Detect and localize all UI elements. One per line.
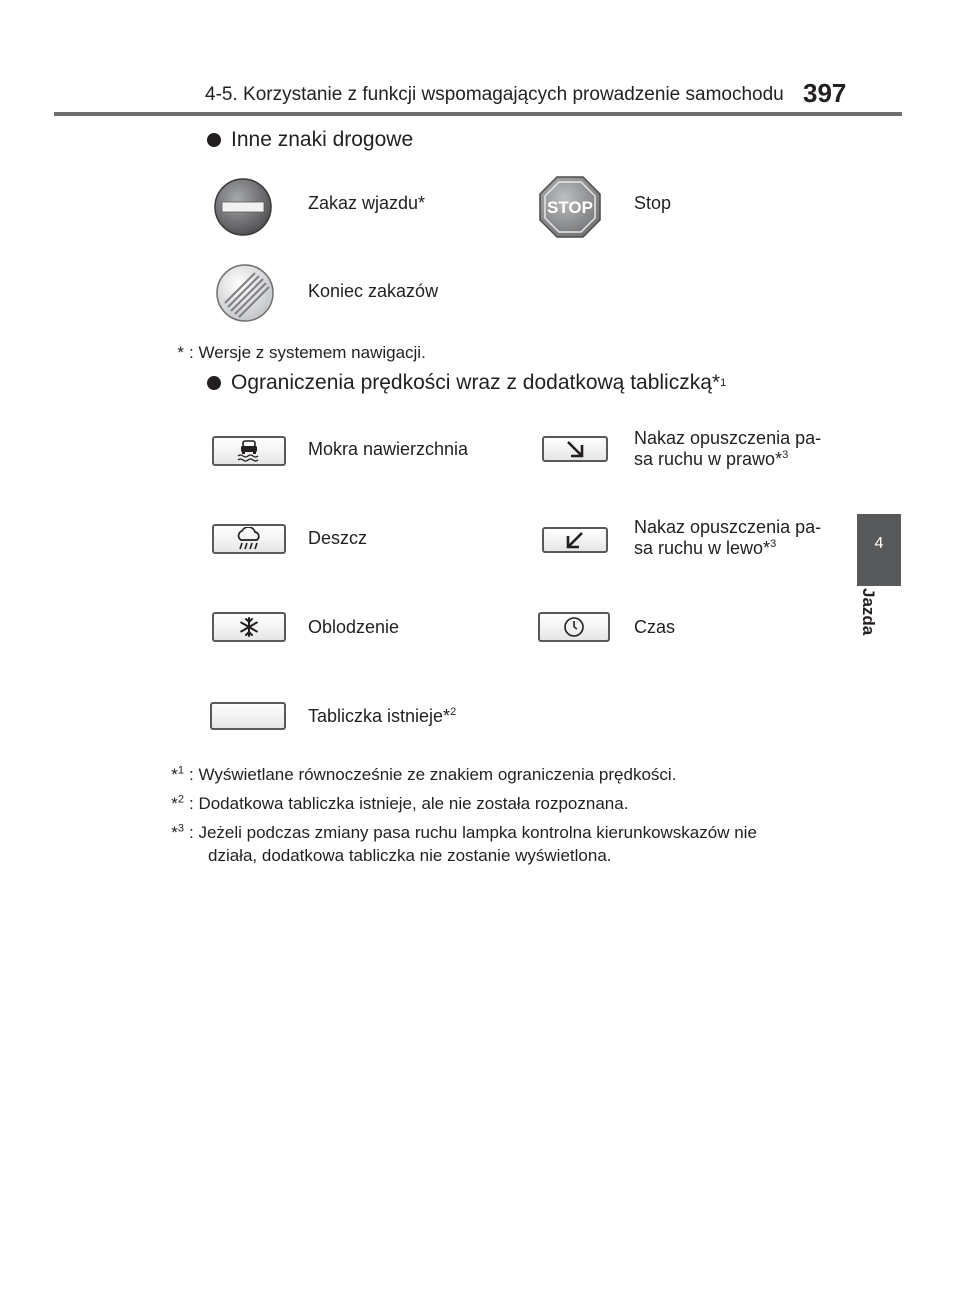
item-label: Stop: [634, 193, 672, 213]
item-label: [634, 517, 821, 559]
item-label-line1: Nakaz opuszczenia pa-: [634, 517, 822, 537]
item-label: Oblodzenie: [308, 617, 400, 637]
item-label-line1: Nakaz opuszczenia pa-: [634, 428, 822, 448]
end-of-restrictions-sign-icon: [215, 263, 275, 323]
section1-heading: [207, 128, 413, 152]
snowflake-icon: [238, 616, 260, 638]
chapter-tab: 4: [857, 514, 901, 586]
item-label: Zakaz wjazdu*: [308, 193, 426, 213]
rain-cloud-icon: [233, 527, 265, 551]
footnote-text: Wyświetlane równocześnie ze znakiem ograniczenia prędkości.: [198, 765, 677, 784]
item-label-line2: sa ruchu w lewo*$^3$: [634, 538, 777, 558]
snowflake-plate-icon: [212, 612, 286, 642]
arrow-down-left-plate-icon: [542, 527, 608, 553]
section1-title: Inne znaki drogowe: [231, 128, 414, 151]
header-rule: [54, 112, 902, 116]
header-title: 4-5. Korzystanie z funkcji wspomagających prowadzenie samochodu: [205, 84, 784, 105]
chapter-label: [848, 588, 908, 648]
footnote-3: *$^3$ : Jeżeli podczas zmiany pasa ruchu lampka kontrolna kierunkowskazów nie działa, dodatkowa tabliczka nie zostanie wyświetlona.: [157, 821, 757, 867]
item-label: [634, 428, 821, 470]
footnote-text: Dodatkowa tabliczka istnieje, ale nie została rozpoznana.: [198, 794, 629, 813]
rain-plate-icon: [212, 524, 286, 554]
item-label: Czas: [634, 617, 676, 637]
section2-title: Ograniczenia prędkości wraz z dodatkową tabliczką: [231, 371, 712, 394]
item-label: Koniec zakazów: [308, 281, 439, 301]
clock-icon: [563, 616, 585, 638]
blank-plate-icon: [210, 702, 286, 730]
footnote-1: *$^1$ : Wyświetlane równocześnie ze znakiem ograniczenia prędkości.: [157, 763, 676, 786]
chapter-label-text: Jazda: [859, 588, 878, 636]
arrow-down-right-icon: [564, 439, 586, 459]
item-label: Deszcz: [308, 528, 368, 548]
footnote-mark: *$^3$: [171, 822, 184, 842]
arrow-down-right-plate-icon: [542, 436, 608, 462]
footnote-mark: *: [177, 343, 184, 362]
footnote-mark: *$^1$: [171, 764, 184, 784]
item-label: Tabliczka istnieje*$^2$: [308, 706, 457, 726]
stop-sign-text: STOP: [547, 198, 593, 217]
item-label: Mokra nawierzchnia: [308, 439, 469, 459]
item-label-line2: sa ruchu w prawo*$^3$: [634, 449, 789, 469]
bullet-icon: [207, 133, 221, 147]
footnote-text: Jeżeli podczas zmiany pasa ruchu lampka kontrolna kierunkowskazów nie: [198, 823, 757, 842]
bullet-icon: [207, 376, 221, 390]
footnote-text-line2: działa, dodatkowa tabliczka nie zostanie wyświetlona.: [208, 846, 612, 865]
stop-sign-icon: [538, 175, 602, 239]
no-entry-sign-icon: [213, 177, 273, 237]
footnote-text: Wersje z systemem nawigacji.: [198, 343, 426, 362]
navigation-footnote: * : Wersje z systemem nawigacji.: [157, 341, 426, 364]
car-icon: [236, 440, 262, 462]
footnote-2: *$^2$ : Dodatkowa tabliczka istnieje, ale nie została rozpoznana.: [157, 792, 628, 815]
clock-plate-icon: [538, 612, 610, 642]
page-number: 397: [803, 78, 847, 108]
wet-road-plate-icon: [212, 436, 286, 466]
section2-heading: Ograniczenia prędkości wraz z dodatkową tabliczką * 1: [207, 371, 726, 395]
footnote-mark: *$^2$: [171, 793, 184, 813]
arrow-down-left-icon: [564, 530, 586, 550]
